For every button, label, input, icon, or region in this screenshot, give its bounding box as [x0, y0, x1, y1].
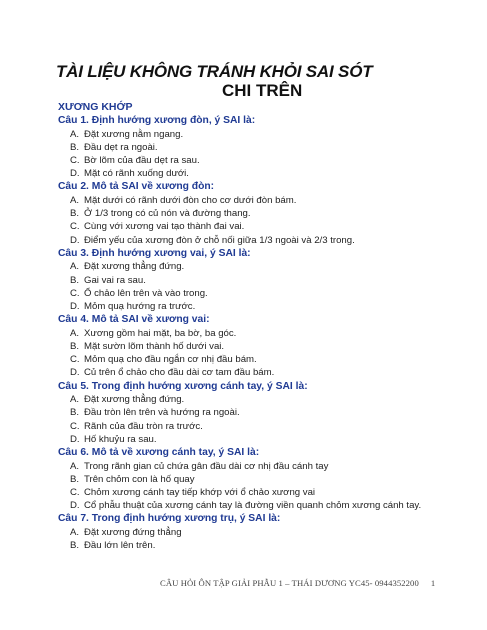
option-text: Ổ chảo lên trên và vào trong. [84, 287, 208, 299]
answer-option [58, 274, 458, 287]
option-text: Gai vai ra sau. [84, 274, 146, 286]
option-text: Cùng với xương vai tạo thành đai vai. [84, 221, 245, 233]
question-title: Câu 3. Định hướng xương vai, ý SAI là: [58, 247, 251, 259]
option-letter: B. [70, 540, 80, 552]
option-letter: A. [70, 195, 80, 206]
option-text: Mặt dưới có rãnh dưới đòn cho cơ dưới đòn bám. [84, 195, 297, 206]
option-text: Đầu lớn lên trên. [84, 540, 156, 552]
option-text: Ở 1/3 trong có củ nón và đường thang. [84, 208, 251, 220]
answer-option [58, 420, 458, 433]
option-text: Đặt xương nằm ngang. [84, 128, 184, 140]
option-text: Chỏm xương cánh tay tiếp khớp với ổ chảo xương vai [84, 487, 316, 499]
option-text: Đầu dẹt ra ngoài. [84, 141, 158, 153]
option-letter: A. [70, 527, 80, 539]
question-block [58, 380, 458, 446]
option-text: Mặt có rãnh xuống dưới. [84, 168, 189, 180]
answer-option [58, 141, 458, 154]
answer-option [58, 260, 458, 273]
option-letter: B. [70, 407, 80, 419]
option-letter: D. [70, 234, 80, 246]
option-letter: D. [70, 500, 80, 512]
option-text: Trên chỏm con là hố quay [84, 473, 195, 485]
option-letter: A. [70, 394, 80, 406]
answer-option [58, 300, 458, 313]
option-letter: D. [70, 168, 80, 180]
question-title: Câu 4. Mô tả SAI về xương vai: [58, 314, 210, 326]
question-list [58, 114, 458, 552]
answer-option [58, 366, 458, 379]
answer-option [58, 220, 458, 233]
option-letter: B. [70, 473, 80, 485]
option-text: Rãnh của đầu tròn ra trước. [84, 420, 203, 432]
option-text: Củ trên ổ chảo cho đầu dài cơ tam đầu bám. [84, 367, 275, 379]
option-letter: B. [70, 141, 80, 153]
option-letter: B. [70, 274, 80, 286]
answer-option [58, 393, 458, 406]
document-subtitle: CHI TRÊN [222, 81, 303, 100]
option-text: Mặt sườn lõm thành hố dưới vai. [84, 341, 225, 353]
question-title: Câu 2. Mô tả SAI về xương đòn: [58, 181, 215, 193]
question-block [58, 114, 458, 180]
option-letter: A. [70, 460, 80, 472]
question-block [58, 512, 458, 552]
option-letter: C. [70, 287, 80, 299]
answer-option [58, 473, 458, 486]
answer-option [58, 167, 458, 180]
option-text: Đặt xương đứng thẳng [84, 527, 182, 539]
question-block [58, 446, 458, 512]
option-letter: A. [70, 128, 80, 140]
option-letter: D. [70, 367, 80, 379]
section-heading: XƯƠNG KHỚP [58, 101, 133, 113]
answer-option [58, 433, 458, 446]
answer-option [58, 287, 458, 300]
option-text: Mỏm quạ cho đầu ngắn cơ nhị đầu bám. [84, 354, 257, 366]
question-title: Câu 1. Định hướng xương đòn, ý SAI là: [58, 115, 256, 126]
option-letter: C. [70, 354, 80, 366]
question-title: Câu 7. Trong định hướng xương trụ, ý SAI là: [58, 513, 281, 525]
page-number: 1 [430, 578, 436, 588]
footer-text: CÂU HỎI ÔN TẬP GIẢI PHẪU 1 – THÁI DƯƠNG YC45- 0944352200 [160, 578, 419, 588]
option-letter: D. [70, 301, 80, 313]
answer-option [58, 194, 458, 207]
question-block [58, 180, 458, 246]
option-text: Hố khuỷu ra sau. [84, 433, 157, 445]
question-block [58, 247, 458, 313]
answer-option [58, 154, 458, 167]
option-text: Trong rãnh gian củ chứa gân đầu dài cơ nhị đầu cánh tay [84, 460, 329, 472]
option-letter: A. [70, 327, 80, 339]
answer-option [58, 207, 458, 220]
answer-option [58, 406, 458, 419]
option-text: Cổ phẫu thuật của xương cánh tay là đường viền quanh chỏm xương cánh tay. [84, 500, 422, 512]
answer-option [58, 128, 458, 141]
answer-option [58, 327, 458, 340]
answer-option [58, 499, 458, 512]
option-letter: D. [70, 433, 80, 445]
option-text: Xương gồm hai mặt, ba bờ, ba góc. [84, 327, 237, 339]
answer-option [58, 353, 458, 366]
document-title: TÀI LIỆU KHÔNG TRÁNH KHỎI SAI SÓT [56, 62, 373, 81]
question-block [58, 313, 458, 379]
option-text: Bờ lõm của đầu dẹt ra sau. [84, 155, 200, 166]
question-title: Câu 6. Mô tả về xương cánh tay, ý SAI là: [58, 447, 260, 459]
option-text: Điểm yếu của xương đòn ở chỗ nối giữa 1/3 ngoài và 2/3 trong. [84, 234, 355, 246]
answer-option [58, 234, 458, 247]
answer-option [58, 526, 458, 539]
option-letter: C. [70, 420, 80, 432]
option-letter: B. [70, 208, 80, 220]
answer-option [58, 539, 458, 552]
option-letter: C. [70, 155, 80, 166]
option-text: Mỏm quạ hướng ra trước. [84, 301, 196, 313]
option-letter: B. [70, 341, 80, 353]
option-letter: C. [70, 487, 80, 499]
document-content [58, 100, 458, 552]
page-footer [160, 578, 435, 588]
answer-option [58, 340, 458, 353]
answer-option [58, 486, 458, 499]
answer-option [58, 460, 458, 473]
option-letter: C. [70, 221, 80, 233]
question-title: Câu 5. Trong định hướng xương cánh tay, ý SAI là: [58, 380, 308, 392]
option-text: Đầu tròn lên trên và hướng ra ngoài. [84, 407, 240, 419]
option-text: Đặt xương thẳng đứng. [84, 394, 185, 406]
option-text: Đặt xương thẳng đứng. [84, 261, 185, 273]
option-letter: A. [70, 261, 80, 273]
